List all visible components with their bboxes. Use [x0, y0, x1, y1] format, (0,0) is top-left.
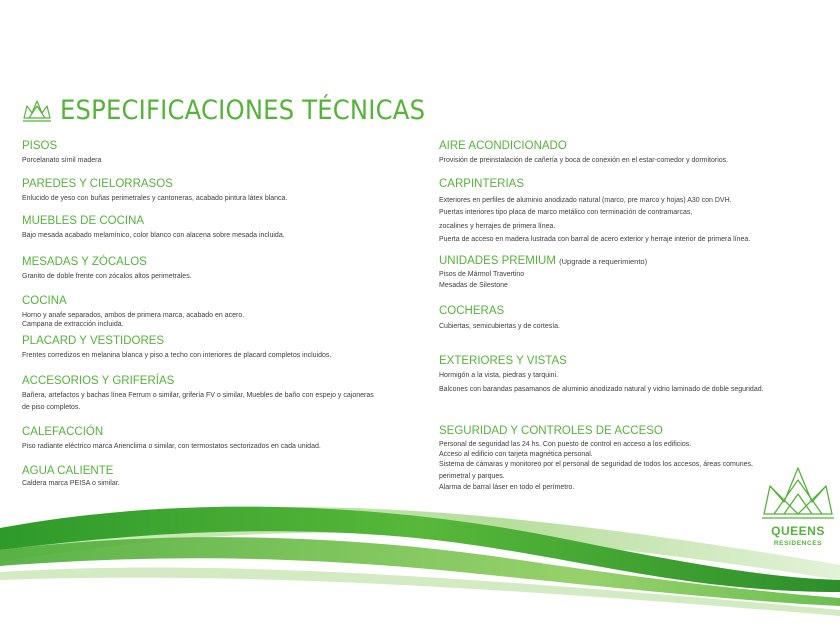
section-text: Cubiertas, semicubiertas y de cortesía. [439, 323, 560, 330]
section-text: Puerta de acceso en madera lustrada con barral de acero exterior y herraje interior de primera línea. [439, 236, 751, 243]
section-heading [439, 254, 647, 269]
section-text: Pisos de Mármol Travertino [439, 271, 525, 278]
section-text: Piso radiante eléctrico marca Arienclima o similar, con termostatos sectorizados en cada unidad. [22, 443, 321, 450]
section-text: Porcelanato símil madera [22, 157, 102, 164]
section-heading: MUEBLES DE COCINA [22, 215, 145, 227]
section-heading: CARPINTERIAS [439, 178, 524, 190]
section-heading: PLACARD Y VESTIDORES [22, 335, 165, 347]
section-calefaccion [22, 425, 321, 452]
section-heading: CALEFACCIÓN [22, 426, 104, 438]
section-paredes [22, 177, 287, 204]
section-text: Bajo mesada acabado melamínico, color blanco con alacena sobre mesada incluida. [22, 232, 285, 239]
section-cocina [22, 294, 244, 330]
section-heading-text: UNIDADES PREMIUM [439, 255, 556, 267]
section-text: Alarma de barral láser en todo el perímetro. [439, 484, 575, 491]
section-heading: AIRE ACONDICIONADO [439, 140, 567, 152]
section-text: Provisión de preinstalación de cañería y boca de conexión en el estar-comedor y dormitorios. [439, 157, 729, 164]
section-placard [22, 334, 331, 361]
section-text: perimetral y parques. [439, 473, 505, 480]
logo-crown-icon [758, 462, 838, 522]
section-text: de piso completos. [22, 404, 81, 411]
section-heading: PISOS [22, 140, 58, 152]
section-text: Bañera, artefactos y bachas línea Ferrum o similar, grifería FV o similar, Muebles de baño con espejo y cajoneras [22, 392, 374, 399]
section-text: Acceso al edificio con tarjeta magnética personal. [439, 451, 593, 458]
section-text: Enlucido de yeso con buñas perimetrales y cantoneras, acabado pintura látex blanca. [22, 195, 288, 202]
section-exteriores [439, 354, 764, 395]
section-heading: EXTERIORES Y VISTAS [439, 355, 567, 367]
crown-icon [21, 97, 53, 123]
section-muebles-cocina [22, 214, 285, 241]
section-text: Campana de extracción incluida. [22, 321, 124, 328]
section-text: Hormigón a la vista, piedras y tarquini. [439, 372, 559, 379]
section-mesadas [22, 255, 192, 282]
section-text: Sistema de cámaras y monitoreo por el personal de seguridad de todos los accesos, áreas comunes, [439, 461, 754, 468]
page-title: ESPECIFICACIONES TÉCNICAS [60, 95, 426, 126]
section-heading-note: (Upgrade a requerimiento) [559, 257, 648, 266]
logo-name: QUEENS [771, 524, 825, 538]
section-carpinterias [439, 177, 750, 246]
section-text: Mesadas de Silestone [439, 282, 508, 289]
section-text: Granito de doble frente con zócalos altos perimetrales. [22, 273, 192, 280]
section-cocheras [439, 304, 560, 332]
logo-subtitle: RESIDENCES [773, 540, 823, 547]
section-text: Personal de seguridad las 24 hs. Con puesto de control en acceso a los edificios. [439, 441, 692, 448]
section-heading: ACCESORIOS Y GRIFERÍAS [22, 375, 175, 387]
section-heading: PAREDES Y CIELORRASOS [22, 178, 173, 190]
section-accesorios [22, 374, 374, 413]
section-text: Balcones con barandas pasamanos de aluminio anodizado natural y vidrio laminado de doble seguridad. [439, 386, 764, 393]
section-text: Exteriores en perfiles de aluminio anodizado natural (marco, pre marco y hojas) A30 con DVH. [439, 197, 732, 204]
section-heading: AGUA CALIENTE [22, 465, 114, 477]
section-heading: SEGURIDAD Y CONTROLES DE ACCESO [439, 425, 663, 437]
section-text: Caldera marca PEISA o similar. [22, 480, 120, 487]
section-pisos [22, 139, 101, 166]
section-text: Puertas interiores tipo placa de marco metálico con terminación de contramarcas, [439, 209, 693, 216]
section-text: zocalines y herrajes de primera línea. [439, 223, 556, 230]
section-unidades-premium [439, 254, 647, 291]
section-aire-acondicionado [439, 139, 728, 166]
section-text: Frentes corredizos en melanina blanca y piso a techo con interiores de placard completos incluidos. [22, 352, 332, 359]
section-heading: COCINA [22, 295, 67, 307]
queens-residences-logo [758, 462, 838, 547]
section-heading: MESADAS Y ZÓCALOS [22, 256, 147, 268]
section-heading: COCHERAS [439, 305, 505, 317]
section-text: Horno y anafe separados, ambos de primera marca, acabado en acero. [22, 312, 245, 319]
decorative-green-wave [0, 480, 840, 630]
